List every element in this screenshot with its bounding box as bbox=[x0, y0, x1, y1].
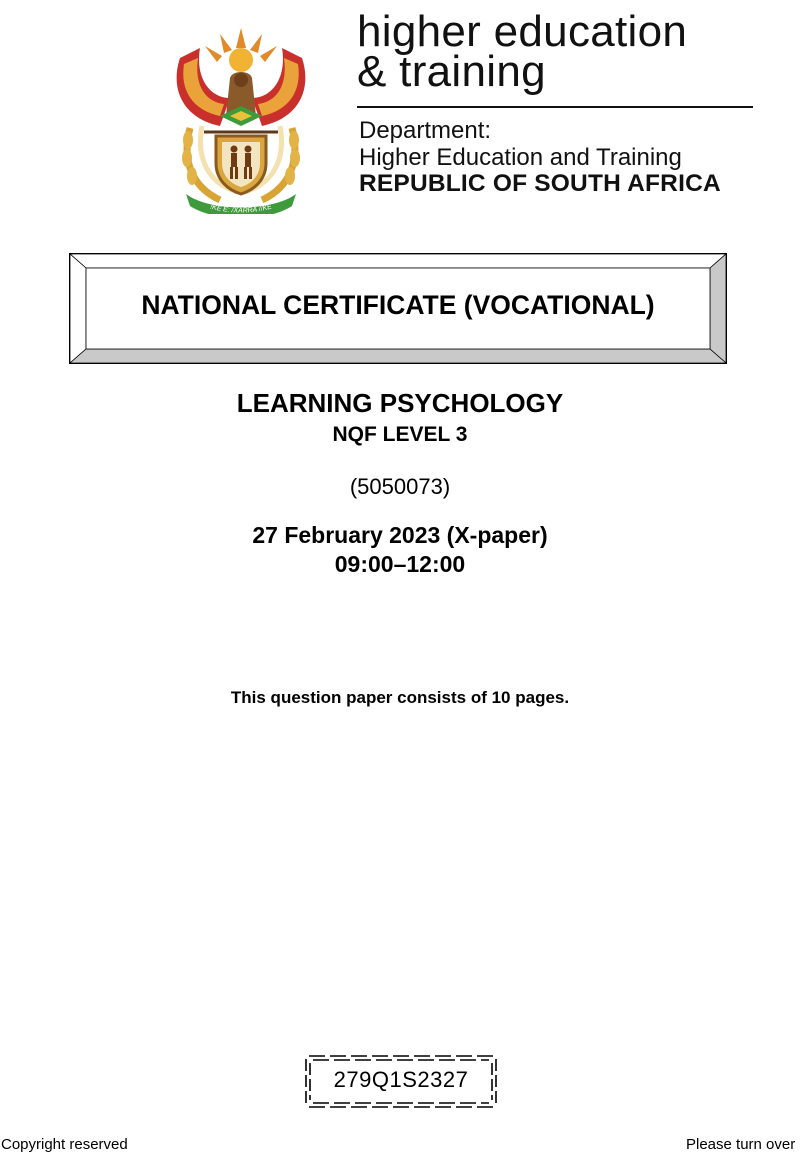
copyright-notice: Copyright reserved bbox=[1, 1136, 128, 1153]
subject-code: (5050073) bbox=[349, 474, 451, 499]
nqf-level: NQF LEVEL 3 bbox=[332, 423, 468, 446]
svg-text:!KE E: /XARRA //KE bbox=[209, 203, 273, 214]
coat-of-arms-icon bbox=[160, 18, 322, 214]
subject-title: LEARNING PSYCHOLOGY bbox=[236, 388, 564, 418]
coat-of-arms-motto: !KE E: /XARRA //KE bbox=[209, 203, 273, 214]
department-name: Higher Education and Training bbox=[359, 144, 682, 171]
brand-divider bbox=[357, 106, 753, 108]
page-count-note: This question paper consists of 10 pages. bbox=[230, 688, 570, 707]
brand-line-2: & training bbox=[357, 47, 546, 96]
exam-date: 27 February 2023 (X-paper) bbox=[252, 522, 548, 548]
brand-line-1: higher education bbox=[357, 7, 688, 56]
turn-over-notice: Please turn over bbox=[686, 1136, 796, 1153]
department-block bbox=[359, 117, 682, 171]
brand-title bbox=[357, 7, 688, 96]
exam-time: 09:00–12:00 bbox=[334, 551, 466, 577]
paper-code: 279Q1S2327 bbox=[333, 1067, 469, 1092]
certificate-title: NATIONAL CERTIFICATE (VOCATIONAL) bbox=[141, 290, 655, 320]
republic-name: REPUBLIC OF SOUTH AFRICA bbox=[359, 170, 721, 197]
department-label: Department: bbox=[359, 117, 492, 144]
